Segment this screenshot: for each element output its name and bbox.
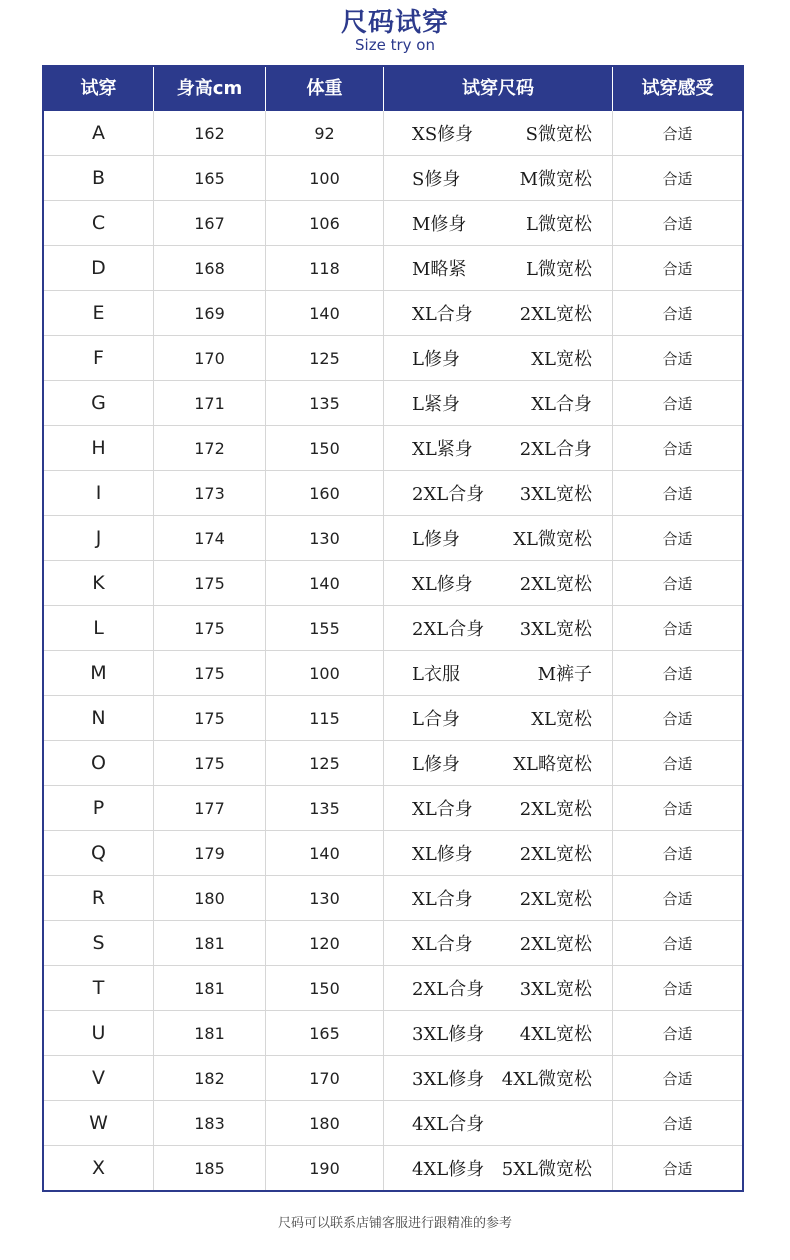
table-row — [44, 471, 742, 516]
cell-id: A — [44, 111, 154, 155]
table-body — [44, 111, 742, 1190]
header-feel: 试穿感受 — [641, 78, 714, 99]
cell-id: C — [44, 201, 154, 245]
cell-id: K — [44, 561, 154, 605]
cell-height: 180 — [154, 876, 266, 920]
cell-feel: 合适 — [662, 799, 693, 818]
size-option-1: L紧身 — [412, 394, 460, 415]
cell-height: 174 — [154, 516, 266, 560]
cell-feel: 合适 — [662, 889, 693, 908]
cell-weight: 135 — [266, 381, 384, 425]
cell-weight: 125 — [266, 336, 384, 380]
cell-weight: 170 — [266, 1056, 384, 1100]
cell-id: B — [44, 156, 154, 200]
cell-height: 172 — [154, 426, 266, 470]
cell-id: U — [44, 1011, 154, 1055]
cell-size — [384, 606, 613, 650]
header-size: 试穿尺码 — [384, 67, 613, 111]
table-row — [44, 1056, 742, 1101]
cell-weight: 140 — [266, 291, 384, 335]
cell-height: 179 — [154, 831, 266, 875]
cell-weight: 165 — [266, 1011, 384, 1055]
cell-feel: 合适 — [662, 169, 693, 188]
cell-weight: 100 — [266, 651, 384, 695]
cell-feel: 合适 — [662, 529, 693, 548]
cell-feel: 合适 — [662, 394, 693, 413]
cell-feel: 合适 — [662, 259, 693, 278]
cell-size — [384, 111, 613, 155]
cell-weight: 118 — [266, 246, 384, 290]
cell-height: 185 — [154, 1146, 266, 1190]
cell-size — [384, 426, 613, 470]
cell-id: R — [44, 876, 154, 920]
cell-feel: 合适 — [662, 619, 693, 638]
size-option-2: XL合身 — [531, 394, 592, 415]
cell-height: 183 — [154, 1101, 266, 1145]
size-option-2: 2XL宽松 — [519, 574, 592, 595]
cell-id: E — [44, 291, 154, 335]
cell-weight: 115 — [266, 696, 384, 740]
cell-size — [384, 246, 613, 290]
cell-weight: 135 — [266, 786, 384, 830]
size-option-1: XL修身 — [412, 844, 473, 865]
cell-size — [384, 471, 613, 515]
cell-size — [384, 876, 613, 920]
cell-weight: 180 — [266, 1101, 384, 1145]
cell-id: O — [44, 741, 154, 785]
cell-height: 167 — [154, 201, 266, 245]
size-option-1: L修身 — [412, 529, 460, 550]
size-option-1: XS修身 — [412, 124, 474, 145]
table-row — [44, 201, 742, 246]
cell-size — [384, 381, 613, 425]
cell-size — [384, 1101, 613, 1145]
cell-weight: 130 — [266, 876, 384, 920]
cell-weight: 140 — [266, 561, 384, 605]
cell-size — [384, 1056, 613, 1100]
cell-size — [384, 966, 613, 1010]
cell-height: 171 — [154, 381, 266, 425]
size-option-1: XL合身 — [412, 304, 473, 325]
size-option-2: L微宽松 — [526, 214, 592, 235]
cell-weight: 130 — [266, 516, 384, 560]
cell-id: P — [44, 786, 154, 830]
cell-feel: 合适 — [662, 934, 693, 953]
size-option-2: 3XL宽松 — [519, 979, 592, 1000]
size-option-1: L修身 — [412, 349, 460, 370]
header-weight: 体重 — [266, 67, 384, 111]
cell-weight: 140 — [266, 831, 384, 875]
size-option-1: 2XL合身 — [412, 484, 485, 505]
size-option-2: 2XL合身 — [519, 439, 592, 460]
table-row — [44, 246, 742, 291]
cell-height: 175 — [154, 561, 266, 605]
table-row — [44, 516, 742, 561]
cell-height: 175 — [154, 696, 266, 740]
size-option-1: 4XL修身 — [412, 1159, 485, 1180]
cell-height: 169 — [154, 291, 266, 335]
table-row — [44, 606, 742, 651]
cell-height: 181 — [154, 966, 266, 1010]
size-option-2: 2XL宽松 — [519, 889, 592, 910]
cell-feel: 合适 — [662, 439, 693, 458]
table-row — [44, 696, 742, 741]
size-option-1: XL合身 — [412, 934, 473, 955]
size-option-2: 2XL宽松 — [519, 304, 592, 325]
size-option-2: 3XL宽松 — [519, 484, 592, 505]
cell-id: L — [44, 606, 154, 650]
cell-size — [384, 291, 613, 335]
size-option-2: 3XL宽松 — [519, 619, 592, 640]
size-option-2: 2XL宽松 — [519, 844, 592, 865]
table-row — [44, 561, 742, 606]
size-option-1: 3XL修身 — [412, 1069, 485, 1090]
cell-feel: 合适 — [662, 844, 693, 863]
size-option-1: 4XL合身 — [412, 1114, 485, 1135]
table-row — [44, 741, 742, 786]
size-option-2: L微宽松 — [526, 259, 592, 280]
size-option-2: 2XL宽松 — [519, 934, 592, 955]
table-row — [44, 876, 742, 921]
cell-feel: 合适 — [662, 979, 693, 998]
size-option-1: 3XL修身 — [412, 1024, 485, 1045]
size-option-2: M微宽松 — [519, 169, 592, 190]
cell-size — [384, 201, 613, 245]
header-trial: 试穿 — [44, 67, 154, 111]
cell-feel: 合适 — [662, 124, 693, 143]
size-option-2: XL微宽松 — [513, 529, 592, 550]
size-option-1: L合身 — [412, 709, 460, 730]
size-option-2: 2XL宽松 — [519, 799, 592, 820]
cell-weight: 160 — [266, 471, 384, 515]
cell-size — [384, 1011, 613, 1055]
table-row — [44, 1101, 742, 1146]
table-row — [44, 336, 742, 381]
cell-height: 168 — [154, 246, 266, 290]
cell-feel: 合适 — [662, 1069, 693, 1088]
cell-height: 170 — [154, 336, 266, 380]
size-option-2: M裤子 — [537, 664, 592, 685]
cell-weight: 92 — [266, 111, 384, 155]
size-option-1: XL合身 — [412, 799, 473, 820]
cell-id: G — [44, 381, 154, 425]
cell-id: V — [44, 1056, 154, 1100]
cell-weight: 190 — [266, 1146, 384, 1190]
size-option-2: XL宽松 — [531, 349, 592, 370]
size-option-2: S微宽松 — [525, 124, 592, 145]
size-option-1: 2XL合身 — [412, 619, 485, 640]
size-option-1: M修身 — [412, 214, 467, 235]
cell-feel: 合适 — [662, 349, 693, 368]
cell-height: 181 — [154, 1011, 266, 1055]
cell-height: 182 — [154, 1056, 266, 1100]
cell-feel: 合适 — [662, 1024, 693, 1043]
table-row — [44, 1011, 742, 1056]
size-table — [42, 65, 744, 1192]
table-row — [44, 786, 742, 831]
cell-height: 175 — [154, 741, 266, 785]
header-height: 身高cm — [154, 67, 266, 111]
table-row — [44, 831, 742, 876]
size-option-1: L衣服 — [412, 664, 460, 685]
table-row — [44, 921, 742, 966]
cell-size — [384, 516, 613, 560]
cell-weight: 125 — [266, 741, 384, 785]
cell-id: M — [44, 651, 154, 695]
cell-height: 175 — [154, 606, 266, 650]
size-option-2: XL宽松 — [531, 709, 592, 730]
cell-id: H — [44, 426, 154, 470]
table-row — [44, 156, 742, 201]
table-row — [44, 291, 742, 336]
size-option-2: 4XL微宽松 — [501, 1069, 592, 1090]
cell-weight: 106 — [266, 201, 384, 245]
cell-feel: 合适 — [662, 709, 693, 728]
size-option-1: L修身 — [412, 754, 460, 775]
cell-id: Q — [44, 831, 154, 875]
size-option-2: 5XL微宽松 — [501, 1159, 592, 1180]
size-option-2: XL略宽松 — [513, 754, 592, 775]
cell-height: 173 — [154, 471, 266, 515]
cell-size — [384, 156, 613, 200]
cell-size — [384, 786, 613, 830]
cell-weight: 120 — [266, 921, 384, 965]
cell-size — [384, 336, 613, 380]
table-header — [44, 67, 742, 111]
cell-id: D — [44, 246, 154, 290]
cell-id: F — [44, 336, 154, 380]
cell-feel: 合适 — [662, 1114, 693, 1133]
size-option-1: XL修身 — [412, 574, 473, 595]
size-option-1: XL紧身 — [412, 439, 473, 460]
cell-weight: 150 — [266, 966, 384, 1010]
cell-size — [384, 921, 613, 965]
cell-feel: 合适 — [662, 664, 693, 683]
cell-feel: 合适 — [662, 574, 693, 593]
cell-height: 181 — [154, 921, 266, 965]
cell-weight: 150 — [266, 426, 384, 470]
cell-feel: 合适 — [662, 754, 693, 773]
cell-size — [384, 1146, 613, 1190]
size-option-1: 2XL合身 — [412, 979, 485, 1000]
cell-weight: 155 — [266, 606, 384, 650]
cell-feel: 合适 — [662, 1159, 693, 1178]
cell-size — [384, 561, 613, 605]
cell-size — [384, 651, 613, 695]
cell-id: J — [44, 516, 154, 560]
cell-height: 162 — [154, 111, 266, 155]
size-option-1: XL合身 — [412, 889, 473, 910]
cell-id: I — [44, 471, 154, 515]
cell-height: 177 — [154, 786, 266, 830]
cell-id: T — [44, 966, 154, 1010]
table-row — [44, 1146, 742, 1190]
cell-size — [384, 741, 613, 785]
size-option-1: M略紧 — [412, 259, 467, 280]
footer-note: 尺码可以联系店铺客服进行跟精准的参考 — [277, 1216, 512, 1231]
size-option-2: 4XL宽松 — [519, 1024, 592, 1045]
table-row — [44, 966, 742, 1011]
cell-weight: 100 — [266, 156, 384, 200]
cell-feel: 合适 — [662, 484, 693, 503]
size-option-1: S修身 — [412, 169, 461, 190]
cell-feel: 合适 — [662, 214, 693, 233]
table-row — [44, 426, 742, 471]
cell-id: X — [44, 1146, 154, 1190]
cell-size — [384, 831, 613, 875]
cell-id: W — [44, 1101, 154, 1145]
cell-height: 175 — [154, 651, 266, 695]
cell-feel: 合适 — [662, 304, 693, 323]
cell-size — [384, 696, 613, 740]
cell-id: S — [44, 921, 154, 965]
page-subtitle: Size try on — [355, 36, 435, 54]
cell-height: 165 — [154, 156, 266, 200]
cell-id: N — [44, 696, 154, 740]
page-title: 尺码试穿 — [340, 8, 449, 38]
table-row — [44, 381, 742, 426]
table-row — [44, 111, 742, 156]
table-row — [44, 651, 742, 696]
